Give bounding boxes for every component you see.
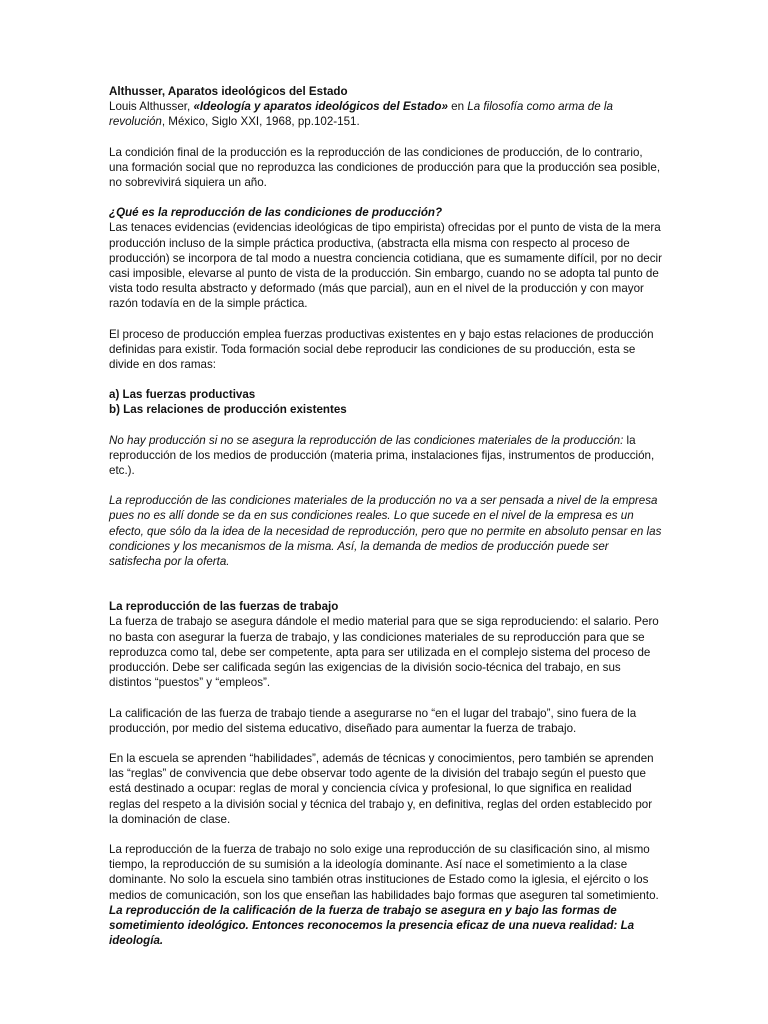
paragraph-1: La condición final de la producción es la reproducción de las condiciones de producción, de lo contrario, una formación social que no reproduzca las condiciones de producción para que la producción sea posible, no sobrevivirá siquiera un año. [109,145,661,190]
paragraph-2: Las tenaces evidencias (evidencias ideológicas de tipo empirista) ofrecidas por el punto de vista de la mera producción incluso de la simple práctica productiva, (abstracta ella misma con respecto al proceso de producción) se incorpora de tal modo a nuestra conciencia cotidiana, que es sumamente difícil, por no decir casi imposible, elevarse al punto de vista de la producción. Sin embargo, cuando no se adopta tal punto de vista todo resulta abstracto y deformado (más que parcial), aun en el nivel de la producción y con mayor razón todavía en de la simple práctica. [109,221,662,311]
citation-rest: , México, Siglo XXI, 1968, pp.102-151. [161,115,360,129]
document-page [109,84,664,963]
citation-author: Louis Althusser, [109,100,194,114]
paragraph-6: La fuerza de trabajo se asegura dándole el medio material para que se siga reproduciendo: el salario. Pero no basta con asegurar la fuerza de trabajo, y las condiciones materiales de su reproducción para que se reproduzca como tal, debe ser competente, apta para ser utilizada en el complejo sistema del proceso de producción. Debe ser calificada según las exigencias de la división socio-técnica del trabajo, en sus distintos “puestos” y “empleos”. [109,615,659,690]
list-item-b: b) Las relaciones de producción existentes [109,403,347,417]
citation-work: «Ideología y aparatos ideológicos del Estado» [193,100,448,114]
paragraph-3: El proceso de producción emplea fuerzas productivas existentes en y bajo estas relaciones de producción definidas para existir. Toda formación social debe reproducir las condiciones de su producción, esta se divide en dos ramas: [109,327,654,372]
list-item-a: a) Las fuerzas productivas [109,388,256,402]
question-heading: ¿Qué es la reproducción de las condiciones de producción? [109,206,443,220]
citation-book: La filosofía como arma de la revolución [109,100,613,129]
paragraph-4-rest: la reproducción de los medios de producción (materia prima, instalaciones fijas, instrumentos de producción, etc.). [109,433,655,478]
title-text: Althusser, Aparatos ideológicos del Estado [109,85,348,98]
paragraph-7: La calificación de las fuerza de trabajo tiende a asegurarse no “en el lugar del trabajo”, sino fuera de la producción, por medio del sistema educativo, diseñado para aumentar la fuerza de trabajo. [109,706,637,735]
paragraph-5: La reproducción de las condiciones materiales de la producción no va a ser pensada a nivel de la empresa pues no es allí donde se da en sus condiciones reales. Lo que sucede en el nivel de la empresa es un efecto, que sólo da la idea de la necesidad de reproducción, pero que no permite en absoluto pensar en las condiciones y los mecanismos de la misma. Así, la demanda de medios de producción puede ser satisfecha por la oferta. [109,494,662,569]
section-spacer [109,584,664,599]
paragraph-4-italic: No hay producción si no se asegura la reproducción de las condiciones materiales de la producción: [109,433,624,447]
paragraph-8: En la escuela se aprenden “habilidades”, además de técnicas y conocimientos, pero también se aprenden las “reglas” de convivencia que debe observar todo agente de la división del trabajo según el puesto que está destinado a ocupar: reglas de moral y conciencia cívica y profesional, lo que significa en realidad reglas del respeto a la división social y técnica del trabajo y, en definitiva, reglas del orden establecido por la dominación de clase. [109,751,654,826]
document-title [109,84,664,99]
citation [109,99,664,129]
section-2-heading: La reproducción de las fuerzas de trabajo [109,600,339,614]
paragraph-9 [109,842,664,948]
paragraph-9-plain: La reproducción de la fuerza de trabajo no solo exige una reproducción de su clasificación sino, al mismo tiempo, la reproducción de su sumisión a la ideología dominante. Así nace el sometimiento a la clase dominante. No solo la escuela sino también otras instituciones de Estado como la iglesia, el ejército o los medios de comunicación, son los que enseñan las habilidades bajo formas que aseguren tal sometimiento. [109,842,659,902]
paragraph-4 [109,433,664,479]
paragraph-9-bold-italic: La reproducción de la calificación de la fuerza de trabajo se asegura en y bajo las formas de sometimiento ideológico. Entonces reconocemos la presencia eficaz de una nueva realidad: La ideología. [109,903,635,948]
citation-in: en [447,100,468,114]
